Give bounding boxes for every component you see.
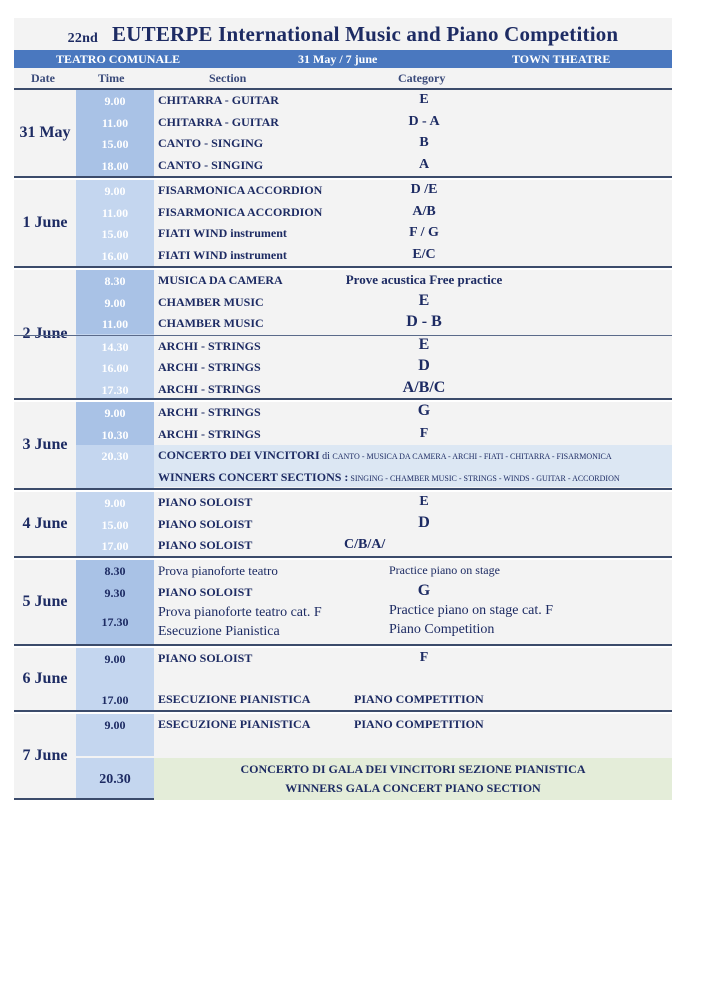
col-time: Time <box>98 71 125 85</box>
table-row: 15.00 CANTO - SINGING B <box>101 135 429 151</box>
day-date: 1 June <box>22 214 68 231</box>
day-date: 6 June <box>22 670 68 687</box>
table-row: 11.00 FISARMONICA ACCORDION A/B <box>101 203 436 220</box>
table-row: 9.00 CHITARRA - GUITAR E <box>104 92 429 108</box>
winners-concert-english: WINNERS CONCERT SECTIONS : SINGING - CHAMBER MUSIC - STRINGS - WINDS - GUITAR - ACCORDION <box>158 469 620 484</box>
page-title <box>14 18 672 50</box>
table-row: 9.00 CHAMBER MUSIC E <box>104 291 430 310</box>
venue-italian: TEATRO COMUNALE <box>56 52 181 66</box>
venue-english: TOWN THEATRE <box>512 52 611 66</box>
table-row: 20.30 <box>99 772 131 787</box>
table-row: 16.00 FIATI WIND instrument E/C <box>101 246 436 263</box>
day-block <box>14 560 672 646</box>
table-row <box>14 467 672 489</box>
table-row: 9.00 ESECUZIONE PIANISTICA PIANO COMPETITION <box>104 717 484 732</box>
day-date: 3 June <box>22 436 68 453</box>
table-row: 8.30 Prova pianoforte teatro Practice piano on stage <box>104 563 500 578</box>
day-block <box>14 402 672 490</box>
day-block <box>14 492 672 558</box>
table-row: 18.00 CANTO - SINGING A <box>101 156 430 173</box>
day-date: 2 June <box>22 325 68 342</box>
winners-concert-italian: CONCERTO DEI VINCITORI di CANTO - MUSICA DA CAMERA - ARCHI - FIATI - CHITARRA - FISARMONICA <box>158 448 612 462</box>
table-row: 15.00 FIATI WIND instrument F / G <box>101 225 439 241</box>
table-row: 9.00 ARCHI - STRINGS G <box>104 402 431 420</box>
table-row: 9.00 PIANO SOLOIST F <box>104 650 429 666</box>
col-category: Category <box>398 71 446 85</box>
table-row: 14.30 ARCHI - STRINGS E <box>14 335 672 358</box>
day-block <box>14 270 672 400</box>
table-row: 17.00 ESECUZIONE PIANISTICA PIANO COMPETITION <box>101 691 484 707</box>
table-row: 9.00 PIANO SOLOIST E <box>104 494 429 510</box>
col-section: Section <box>209 71 247 85</box>
day-date: 7 June <box>22 747 68 764</box>
col-date: Date <box>31 71 55 85</box>
table-row: 16.00 ARCHI - STRINGS D <box>101 357 430 375</box>
day-block <box>14 180 672 268</box>
table-row: 9.30 PIANO SOLOIST G <box>104 581 431 600</box>
day-date: 5 June <box>22 593 68 610</box>
day-block <box>14 90 672 178</box>
table-row: 17.00 PIANO SOLOIST C/B/A/ <box>101 537 386 553</box>
gala-concert: CONCERTO DI GALA DEI VINCITORI SEZIONE PIANISTICA WINNERS GALA CONCERT PIANO SECTION <box>154 758 672 800</box>
day-date: 4 June <box>22 515 68 532</box>
table-row: 17.30 Prova pianoforte teatro cat. F Esecuzione Pianistica Practice piano on stage cat. F Piano Competition <box>101 603 554 639</box>
table-row: 11.00 CHAMBER MUSIC D - B <box>101 313 442 331</box>
table-row: 10.30 ARCHI - STRINGS F <box>101 425 429 442</box>
table-row: 15.00 PIANO SOLOIST D <box>101 513 430 532</box>
column-headers <box>14 68 672 90</box>
table-row: 8.30 MUSICA DA CAMERA Prove acustica Free practice <box>104 272 503 288</box>
day-date: 31 May <box>19 124 71 141</box>
title-text: EUTERPE International Music and Piano Competition <box>112 22 619 46</box>
table-row: 9.00 FISARMONICA ACCORDION D /E <box>104 182 438 198</box>
venue-band <box>14 50 672 68</box>
schedule-page <box>14 18 672 802</box>
day-block <box>14 714 672 800</box>
table-row: 20.30 CONCERTO DEI VINCITORI di CANTO - MUSICA DA CAMERA - ARCHI - FIATI - CHITARRA - FISARMONICA <box>101 448 612 463</box>
title-ordinal: 22nd <box>67 31 99 46</box>
date-range: 31 May / 7 june <box>298 52 378 66</box>
day-block <box>14 648 672 712</box>
table-row: 11.00 CHITARRA - GUITAR D - A <box>101 113 440 130</box>
table-row: 17.30 ARCHI - STRINGS A/B/C <box>101 378 446 397</box>
